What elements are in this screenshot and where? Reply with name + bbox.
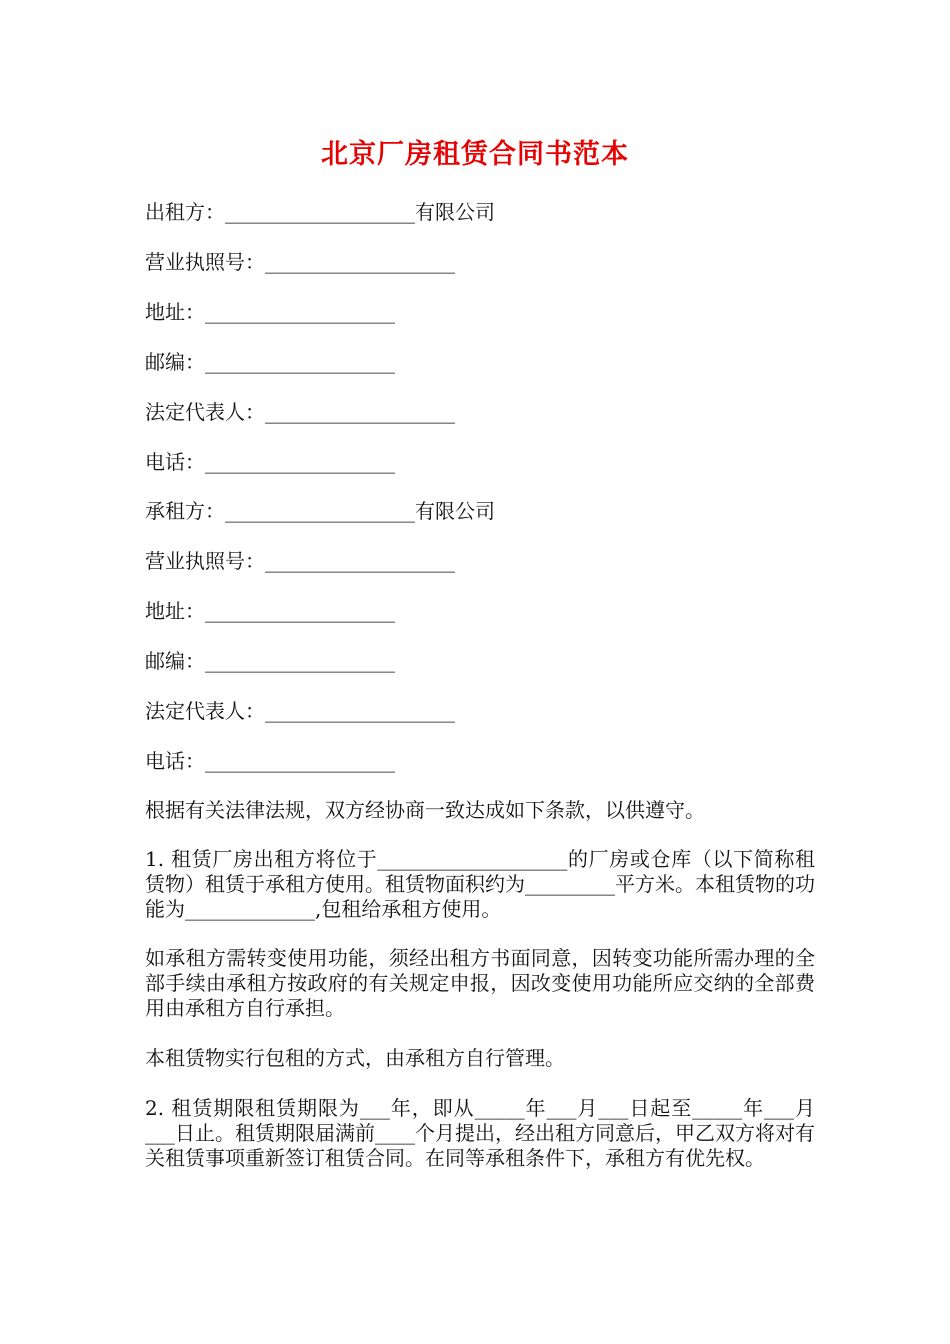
clause-2-paragraph: 2. 租赁期限租赁期限为___年，即从_____年___月___日起至_____年___月___日止。租赁期限届满前____个月提出，经出租方同意后，甲乙双方将对有关租赁事项重新签订租赁合同。在同等承租条件下，承租方有优先权。	[145, 1096, 815, 1170]
lessee-representative-line: 法定代表人：___________________	[145, 699, 455, 723]
clause-1-paragraph: 1. 租赁厂房出租方将位于___________________的厂房或仓库（以下简称租赁物）租赁于承租方使用。租赁物面积约为_________平方米。本租赁物的功能为_____________,包租给承租方使用。	[145, 847, 815, 921]
clause-1-paragraph-3: 本租赁物实行包租的方式，由承租方自行管理。	[145, 1046, 565, 1070]
lessor-phone-line: 电话：___________________	[145, 450, 395, 474]
lessor-license-line: 营业执照号：___________________	[145, 250, 455, 274]
lessee-license-line: 营业执照号：___________________	[145, 549, 455, 573]
lessee-postcode-line: 邮编：___________________	[145, 649, 395, 673]
lessee-name-line: 承租方：___________________有限公司	[145, 499, 495, 523]
lessor-name-line: 出租方：___________________有限公司	[145, 200, 495, 224]
lessor-postcode-line: 邮编：___________________	[145, 350, 395, 374]
clause-1-paragraph-2: 如承租方需转变使用功能，须经出租方书面同意，因转变功能所需办理的全部手续由承租方按政府的有关规定申报，因改变使用功能所应交纳的全部费用由承租方自行承担。	[145, 946, 815, 1020]
lessor-representative-line: 法定代表人：___________________	[145, 400, 455, 424]
lessee-address-line: 地址：___________________	[145, 599, 395, 623]
document-title: 北京厂房租赁合同书范本	[321, 139, 629, 170]
lessee-phone-line: 电话：___________________	[145, 749, 395, 773]
intro-paragraph: 根据有关法律法规，双方经协商一致达成如下条款，以供遵守。	[145, 798, 705, 822]
lessor-address-line: 地址：___________________	[145, 300, 395, 324]
